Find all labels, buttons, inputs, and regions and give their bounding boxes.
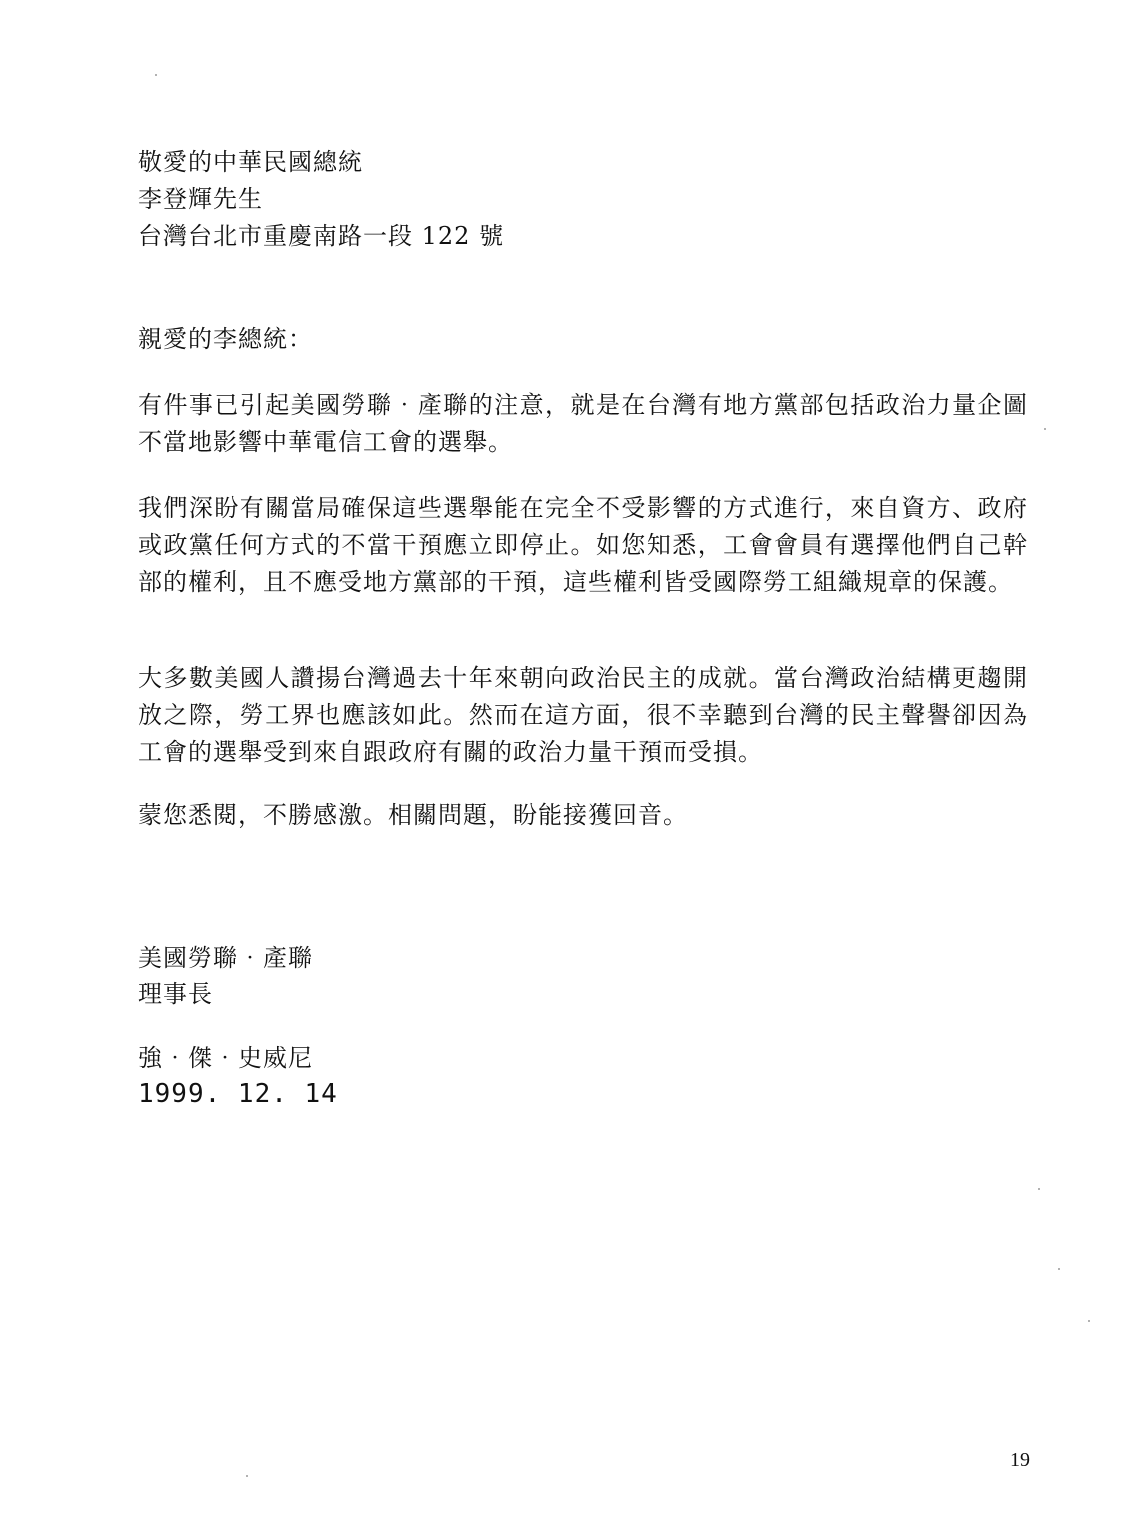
paragraph-2: 我們深盼有關當局確保這些選舉能在完全不受影響的方式進行，來自資方、政府或政黨任何方式的不當干預應立即停止。如您知悉，工會會員有選擇他們自己幹部的權利，且不應受地方黨部的干預，這些權利皆受國際勞工組織規章的保護。 xyxy=(138,494,1028,596)
signature-name: 強‧傑‧史威尼 xyxy=(138,1044,313,1072)
page-number: 19 xyxy=(1010,1449,1030,1471)
paragraph-4: 蒙您悉閱，不勝感激。相關問題，盼能接獲回音。 xyxy=(138,801,688,829)
signature-title: 理事長 xyxy=(138,980,213,1008)
scan-speck xyxy=(246,1475,248,1477)
signature-date: 1999. 12. 14 xyxy=(138,1079,338,1109)
recipient-line-3: 台灣台北市重慶南路一段 122 號 xyxy=(138,222,505,250)
salutation: 親愛的李總統： xyxy=(138,325,313,353)
paragraph-1: 有件事已引起美國勞聯‧產聯的注意，就是在台灣有地方黨部包括政治力量企圖不當地影響中華電信工會的選舉。 xyxy=(138,391,1028,456)
scan-speck xyxy=(1088,1320,1090,1322)
scan-speck xyxy=(1038,1188,1040,1190)
scan-speck xyxy=(155,74,157,76)
scan-speck xyxy=(1044,428,1046,430)
scan-speck xyxy=(1058,1268,1060,1270)
recipient-line-1: 敬愛的中華民國總統 xyxy=(138,148,363,176)
signature-organization: 美國勞聯‧產聯 xyxy=(138,944,313,972)
paragraph-3: 大多數美國人讚揚台灣過去十年來朝向政治民主的成就。當台灣政治結構更趨開放之際，勞工界也應該如此。然而在這方面，很不幸聽到台灣的民主聲譽卻因為工會的選舉受到來自跟政府有關的政治力量干預而受損。 xyxy=(138,664,1028,766)
recipient-line-2: 李登輝先生 xyxy=(138,185,263,213)
